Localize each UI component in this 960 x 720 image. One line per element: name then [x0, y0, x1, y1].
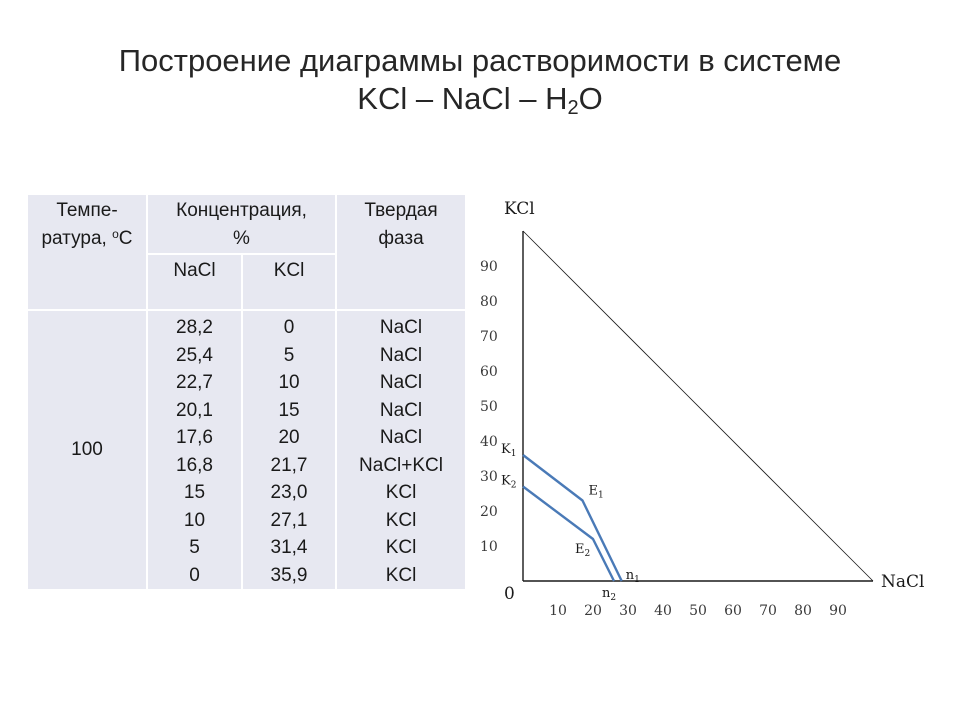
x-tick-label: 30: [619, 603, 637, 619]
y-tick-label: 80: [480, 294, 498, 310]
header-temperature-line2: [28, 225, 146, 253]
point-label-n1: $n_1$: [625, 568, 640, 585]
phase-value: NaCl: [379, 317, 423, 338]
y-tick-label: 70: [480, 329, 498, 345]
point-label-n2: $n_2$: [602, 586, 617, 603]
table-header-row: [27, 194, 466, 254]
phase-value: KCl: [385, 537, 417, 558]
title-formula-sub: 2: [567, 97, 579, 119]
header-degree: o: [112, 226, 119, 241]
solubility-curve-2: [523, 487, 614, 582]
y-tick-label: 30: [480, 469, 498, 485]
origin-label: 0: [504, 584, 515, 604]
nacl-value: 10: [183, 509, 206, 531]
kcl-value: 0: [283, 317, 295, 338]
kcl-value: 5: [283, 344, 295, 366]
solubility-curve-1: [523, 455, 622, 581]
header-phase-line1: Твердая: [364, 200, 438, 221]
phase-value: KCl: [385, 564, 417, 586]
x-tick-label: 90: [829, 603, 847, 619]
x-tick-label: 60: [724, 603, 742, 619]
header-phase-line2: фаза: [378, 227, 424, 249]
phase-value: NaCl: [379, 344, 423, 366]
header-concentration-line2: %: [233, 227, 250, 249]
slide-title: [0, 42, 960, 118]
y-tick-label: 90: [480, 259, 498, 275]
y-tick-label: 60: [480, 364, 498, 380]
kcl-value: 21,7: [270, 454, 308, 476]
kcl-value: 27,1: [270, 509, 308, 531]
y-axis-label: KCl: [504, 199, 535, 219]
header-unit: C: [118, 227, 133, 249]
header-temperature: [27, 194, 147, 310]
nacl-value: 25,4: [176, 344, 213, 366]
y-tick-label: 10: [480, 539, 498, 555]
y-tick-label: 40: [480, 434, 498, 450]
solubility-table: [26, 193, 467, 591]
header-nacl: NaCl: [147, 254, 242, 310]
x-tick-label: 20: [584, 603, 602, 619]
nacl-value: 0: [189, 564, 200, 586]
header-concentration-line1: Концентрация,: [176, 200, 307, 221]
x-tick-label: 80: [794, 603, 812, 619]
x-tick-label: 70: [759, 603, 777, 619]
x-tick-label: 50: [689, 603, 707, 619]
kcl-column: [242, 310, 336, 590]
header-temperature-line1: Темпе-: [56, 200, 118, 221]
solubility-diagram: [470, 185, 950, 635]
x-axis-label: NaCl: [881, 572, 925, 592]
phase-value: NaCl: [379, 372, 423, 393]
nacl-value: 16,8: [176, 454, 213, 476]
title-formula-pre: KCl – NaCl – H: [357, 81, 568, 116]
slide-title-line1: Построение диаграммы растворимости в системе: [118, 43, 842, 78]
nacl-value: 17,6: [176, 427, 213, 448]
nacl-value: 22,7: [176, 372, 213, 393]
phase-column: [336, 310, 466, 590]
nacl-value: 5: [189, 537, 200, 558]
header-temperature-text: ратура,: [41, 227, 113, 249]
nacl-value: 20,1: [176, 399, 213, 421]
kcl-value: 15: [278, 399, 300, 421]
phase-value: NaCl: [379, 427, 423, 448]
title-formula-post: O: [578, 81, 603, 116]
kcl-value: 35,9: [270, 564, 308, 586]
header-solid-phase: [336, 194, 466, 310]
nacl-value: 15: [183, 482, 206, 503]
x-tick-label: 10: [549, 603, 567, 619]
header-kcl: KCl: [242, 254, 336, 310]
kcl-value: 23,0: [270, 482, 308, 503]
point-label-k1: $K_1$: [501, 442, 517, 459]
x-tick-label: 40: [654, 603, 672, 619]
hypotenuse-line: [523, 231, 873, 581]
phase-value: KCl: [385, 509, 417, 531]
nacl-value: 28,2: [176, 317, 213, 338]
kcl-value: 10: [278, 372, 300, 393]
point-label-e1: $E_1$: [588, 483, 604, 501]
table-body-row: [27, 310, 466, 590]
point-label-e2: $E_2$: [575, 542, 591, 559]
slide-title-line2: [0, 80, 960, 118]
phase-value: NaCl+KCl: [359, 454, 443, 476]
phase-value: NaCl: [379, 399, 423, 421]
kcl-value: 31,4: [270, 537, 308, 558]
y-tick-label: 20: [480, 504, 498, 520]
temperature-cell: 100: [27, 310, 147, 590]
header-concentration: [147, 194, 336, 254]
kcl-value: 20: [278, 427, 300, 448]
phase-value: KCl: [385, 482, 417, 503]
y-tick-label: 50: [480, 399, 498, 415]
point-label-k2: $K_2$: [501, 473, 517, 491]
nacl-column: [147, 310, 242, 590]
